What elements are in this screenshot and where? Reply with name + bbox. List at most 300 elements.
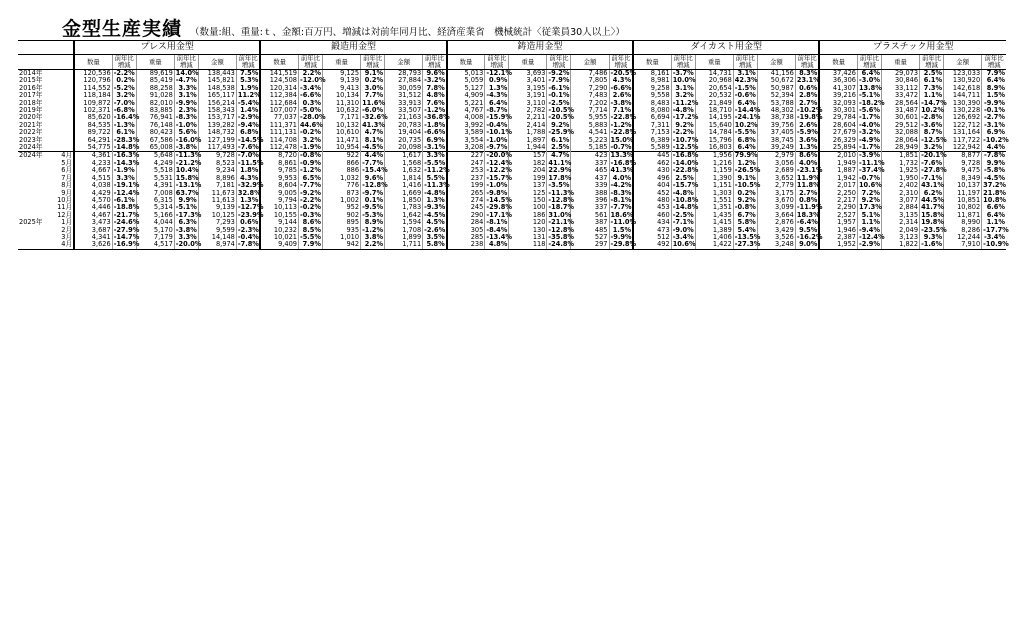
- row-year: [18, 190, 54, 197]
- value-cell: 9,409: [260, 241, 298, 249]
- yoy-cell: -1.2%: [610, 120, 632, 129]
- yoy-cell: 6.5%: [298, 175, 322, 182]
- value-cell: 437: [571, 175, 609, 182]
- value-cell: 1,416: [385, 182, 423, 189]
- value-cell: 150: [509, 197, 547, 204]
- value-cell: 1,708: [385, 227, 423, 234]
- yoy-cell: 5.6%: [174, 129, 198, 136]
- value-cell: 388: [571, 190, 609, 197]
- yoy-cell: -6.8%: [113, 106, 135, 115]
- value-cell: 7,202: [571, 100, 609, 107]
- row-year: 2016年: [19, 83, 43, 92]
- value-cell: 1,216: [695, 160, 733, 167]
- value-cell: 10,632: [322, 107, 360, 114]
- page-subtitle: （数量:組、重量:ｔ、金額:百万円、増減は対前年同月比、経済産業省 機械統計〈従業員30人以上〉）: [190, 27, 625, 38]
- yoy-cell: -18.8%: [113, 203, 140, 212]
- value-cell: 2,402: [881, 182, 919, 189]
- yoy-cell: -3.1%: [424, 143, 446, 152]
- yoy-cell: -3.8%: [610, 98, 632, 107]
- row-year: 2014年: [19, 69, 43, 77]
- yoy-cell: 9.9%: [174, 197, 198, 204]
- value-cell: 130: [509, 227, 547, 234]
- yoy-cell: -3.2%: [858, 128, 880, 137]
- row-year: 2017年: [19, 91, 43, 100]
- value-cell: 50,672: [757, 77, 795, 84]
- value-cell: 50,987: [757, 85, 795, 92]
- value-cell: 922: [322, 152, 360, 160]
- yoy-cell: 13.8%: [858, 83, 882, 92]
- yoy-cell: -11.2%: [424, 166, 450, 175]
- yoy-cell: 7.5%: [236, 70, 260, 78]
- value-cell: 4,667: [74, 167, 112, 174]
- value-cell: 153,717: [198, 114, 236, 121]
- yoy-cell: -10.8%: [672, 195, 699, 204]
- yoy-cell: -17.2%: [672, 113, 699, 122]
- yoy-cell: 5.4%: [733, 227, 757, 234]
- yoy-cell: -20.0%: [486, 151, 512, 160]
- yoy-cell: 18.3%: [796, 210, 820, 219]
- yoy-cell: -16.9%: [113, 240, 140, 249]
- yoy-cell: 7.1%: [609, 107, 633, 114]
- yoy-cell: 4.5%: [423, 219, 447, 226]
- page-title: 金型生産実績: [62, 18, 183, 40]
- yoy-cell: -13.1%: [175, 181, 202, 190]
- yoy-cell: -2.9%: [237, 113, 259, 122]
- yoy-cell: -2.8%: [921, 113, 943, 122]
- yoy-cell: 17.8%: [548, 173, 572, 182]
- value-cell: 3,670: [757, 197, 795, 204]
- value-cell: 462: [633, 160, 671, 167]
- value-cell: 37,405: [757, 129, 795, 136]
- yoy-cell: 6.2%: [920, 190, 944, 197]
- value-cell: 2,211: [509, 114, 547, 121]
- yoy-cell: -9.9%: [610, 232, 632, 241]
- value-cell: 36,306: [819, 77, 857, 84]
- yoy-cell: -3.7%: [672, 69, 694, 77]
- value-cell: 165,117: [198, 92, 236, 99]
- column-header: 数量: [819, 55, 857, 70]
- yoy-cell: -12.1%: [486, 69, 512, 77]
- value-cell: 5,589: [633, 144, 671, 152]
- value-cell: 1,850: [385, 197, 423, 204]
- yoy-cell: 3.6%: [795, 137, 819, 144]
- value-cell: 15,640: [695, 122, 733, 129]
- value-cell: 67,586: [136, 137, 174, 144]
- yoy-cell: -1.7%: [858, 143, 880, 152]
- value-cell: 91,028: [136, 92, 174, 99]
- value-cell: 2,527: [819, 212, 857, 219]
- yoy-cell: -25.9%: [548, 128, 575, 137]
- yoy-cell: -3.5%: [548, 181, 570, 190]
- yoy-cell: -3.6%: [921, 120, 943, 129]
- value-cell: 284: [447, 219, 485, 226]
- value-cell: 28,564: [881, 100, 919, 107]
- value-cell: 117,722: [944, 137, 982, 144]
- row-month: [54, 85, 74, 92]
- value-cell: 156,214: [198, 100, 236, 107]
- value-cell: 10,155: [260, 212, 298, 219]
- value-cell: 9,258: [633, 85, 671, 92]
- value-cell: 83,885: [136, 107, 174, 114]
- value-cell: 31,512: [385, 92, 423, 99]
- yoy-cell: 8.1%: [361, 137, 385, 144]
- yoy-cell: 7.9%: [298, 241, 322, 249]
- value-cell: 204: [509, 167, 547, 174]
- value-cell: 1,851: [881, 152, 919, 160]
- value-cell: 480: [633, 197, 671, 204]
- yoy-cell: 2.7%: [795, 190, 819, 197]
- value-cell: 109,872: [74, 100, 112, 107]
- row-year: [18, 167, 54, 174]
- value-cell: 54,775: [74, 144, 112, 152]
- yoy-cell: 3.2%: [920, 144, 944, 152]
- group-header: 鋳造用金型: [447, 41, 633, 55]
- value-cell: 38,738: [757, 114, 795, 121]
- yoy-cell: -32.6%: [362, 113, 388, 122]
- yoy-cell: -4.5%: [982, 175, 1006, 182]
- value-cell: 2,779: [757, 182, 795, 189]
- column-header: 前年比 増減: [609, 55, 633, 70]
- yoy-cell: -7.6%: [921, 158, 943, 167]
- value-cell: 4,233: [74, 160, 112, 167]
- value-cell: 1,632: [385, 167, 423, 174]
- value-cell: 28,949: [881, 144, 919, 152]
- yoy-cell: -5.2%: [113, 83, 135, 92]
- value-cell: 30,059: [385, 85, 423, 92]
- yoy-cell: -12.8%: [548, 195, 575, 204]
- yoy-cell: 4.3%: [609, 77, 633, 84]
- column-header-row: [18, 55, 1006, 70]
- yoy-cell: -16.3%: [113, 151, 140, 160]
- column-header: 金額: [571, 55, 609, 70]
- yoy-cell: -2.2%: [672, 128, 694, 137]
- yoy-cell: 5.8%: [733, 219, 757, 226]
- value-cell: 866: [322, 160, 360, 167]
- yoy-cell: -32.9%: [237, 181, 264, 190]
- value-cell: 14,731: [695, 70, 733, 78]
- value-cell: 1,568: [385, 160, 423, 167]
- yoy-cell: 6.1%: [112, 129, 136, 136]
- value-cell: 112,684: [260, 100, 298, 107]
- column-header: 重量: [509, 55, 547, 70]
- yoy-cell: 0.6%: [236, 219, 260, 226]
- yoy-cell: -10.5%: [734, 181, 761, 190]
- group-header: ダイカスト用金型: [633, 41, 819, 55]
- yoy-cell: -5.4%: [237, 98, 259, 107]
- value-cell: 139,282: [198, 122, 236, 129]
- yoy-cell: 6.1%: [920, 77, 944, 84]
- row-month: 6月: [61, 166, 73, 175]
- yoy-cell: 9.2%: [733, 197, 757, 204]
- row-month: [54, 114, 74, 121]
- row-year: [18, 227, 54, 234]
- yoy-cell: 3.5%: [423, 234, 447, 241]
- value-cell: 39,756: [757, 122, 795, 129]
- value-cell: 8,861: [260, 160, 298, 167]
- yoy-cell: -21.2%: [175, 158, 202, 167]
- yoy-cell: 4.3%: [236, 175, 260, 182]
- yoy-cell: -2.6%: [424, 225, 446, 234]
- value-cell: 158,343: [198, 107, 236, 114]
- yoy-cell: 1.1%: [982, 219, 1006, 226]
- yoy-cell: -2.2%: [113, 69, 135, 77]
- value-cell: 9,125: [322, 70, 360, 78]
- yoy-cell: -12.5%: [672, 143, 699, 152]
- yoy-cell: -24.8%: [548, 240, 575, 249]
- value-cell: 27,679: [819, 129, 857, 136]
- yoy-cell: -14.7%: [921, 98, 947, 107]
- group-header: 鍛造用金型: [260, 41, 446, 55]
- yoy-cell: 0.3%: [298, 100, 322, 107]
- yoy-cell: -4.0%: [858, 120, 880, 129]
- value-cell: 873: [322, 190, 360, 197]
- value-cell: 120: [509, 219, 547, 226]
- yoy-cell: -0.8%: [299, 151, 321, 160]
- value-cell: 186: [509, 212, 547, 219]
- yoy-cell: -5.1%: [858, 91, 880, 100]
- yoy-cell: -5.8%: [982, 167, 1006, 174]
- value-cell: 14,784: [695, 129, 733, 136]
- yoy-cell: 31.0%: [548, 210, 572, 219]
- value-cell: 122,942: [944, 144, 982, 152]
- value-cell: 29,073: [881, 70, 919, 78]
- column-header: 重量: [695, 55, 733, 70]
- yoy-cell: 6.9%: [982, 129, 1006, 136]
- value-cell: 512: [633, 234, 671, 241]
- yoy-cell: -22.8%: [610, 128, 637, 137]
- yoy-cell: 1.4%: [236, 107, 260, 114]
- yoy-cell: 9.1%: [361, 70, 385, 78]
- yoy-cell: -24.1%: [734, 113, 761, 122]
- value-cell: 120,314: [260, 85, 298, 92]
- yoy-cell: 2.5%: [547, 144, 571, 152]
- value-cell: 4,909: [447, 92, 485, 99]
- value-cell: 33,913: [385, 100, 423, 107]
- value-cell: 28,604: [819, 122, 857, 129]
- yoy-cell: 4.4%: [361, 152, 385, 160]
- yoy-cell: -6.4%: [796, 218, 818, 227]
- value-cell: 82,010: [136, 100, 174, 107]
- yoy-cell: -36.8%: [424, 113, 450, 122]
- yoy-cell: -5.1%: [175, 203, 197, 212]
- value-cell: 1,950: [881, 175, 919, 182]
- yoy-cell: -1.9%: [113, 166, 135, 175]
- yoy-cell: -1.9%: [299, 143, 321, 152]
- yoy-cell: -11.3%: [175, 151, 202, 160]
- value-cell: 1,406: [695, 234, 733, 241]
- column-header: 数量: [447, 55, 485, 70]
- value-cell: 7,486: [571, 70, 609, 78]
- yoy-cell: 9.3%: [920, 234, 944, 241]
- yoy-cell: 4.7%: [547, 152, 571, 160]
- yoy-cell: -2.5%: [672, 210, 694, 219]
- row-year: 2024年: [19, 143, 43, 152]
- yoy-cell: -9.9%: [175, 98, 197, 107]
- value-cell: 3,056: [757, 160, 795, 167]
- value-cell: 3,554: [447, 137, 485, 144]
- value-cell: 1,617: [385, 152, 423, 160]
- value-cell: 11,613: [198, 197, 236, 204]
- value-cell: 227: [447, 152, 485, 160]
- value-cell: 131,164: [944, 129, 982, 136]
- value-cell: 285: [447, 234, 485, 241]
- yoy-cell: -8.1%: [610, 195, 632, 204]
- yoy-cell: -14.0%: [672, 158, 699, 167]
- value-cell: 4,361: [74, 152, 112, 160]
- value-cell: 53,788: [757, 100, 795, 107]
- row-month: 8月: [61, 181, 73, 190]
- yoy-cell: -11.9%: [796, 203, 823, 212]
- value-cell: 496: [633, 175, 671, 182]
- value-cell: 126,692: [944, 114, 982, 121]
- yoy-cell: -9.7%: [362, 188, 384, 197]
- yoy-cell: -28.3%: [113, 135, 140, 144]
- yoy-cell: -9.4%: [237, 120, 259, 129]
- yoy-cell: -17.7%: [983, 225, 1009, 234]
- value-cell: 77,037: [260, 114, 298, 121]
- value-cell: 3,191: [509, 92, 547, 99]
- yoy-cell: -1.5%: [734, 83, 756, 92]
- value-cell: 117,493: [198, 144, 236, 152]
- value-cell: 1,711: [385, 241, 423, 249]
- row-year: 2015年: [19, 76, 43, 85]
- value-cell: 31,487: [881, 107, 919, 114]
- yoy-cell: -19.8%: [796, 113, 823, 122]
- yoy-cell: -23.9%: [237, 210, 264, 219]
- value-cell: 5,170: [136, 227, 174, 234]
- yoy-cell: -14.8%: [113, 143, 140, 152]
- yoy-cell: -28.0%: [299, 113, 326, 122]
- yoy-cell: -9.2%: [299, 188, 321, 197]
- yoy-cell: -2.9%: [858, 240, 880, 249]
- value-cell: 118,184: [74, 92, 112, 99]
- yoy-cell: 2.2%: [361, 241, 385, 249]
- yoy-cell: -8.3%: [610, 188, 632, 197]
- yoy-cell: 6.4%: [982, 212, 1006, 219]
- value-cell: 137: [509, 182, 547, 189]
- value-cell: 4,044: [136, 219, 174, 226]
- yoy-cell: 9.2%: [671, 122, 695, 129]
- value-cell: 1,415: [695, 219, 733, 226]
- column-header: 数量: [633, 55, 671, 70]
- yoy-cell: -0.4%: [486, 120, 508, 129]
- value-cell: 4,767: [447, 107, 485, 114]
- value-cell: 7,805: [571, 77, 609, 84]
- value-cell: 9,785: [260, 167, 298, 174]
- value-cell: 199: [509, 175, 547, 182]
- value-cell: 942: [322, 241, 360, 249]
- yoy-cell: -0.6%: [734, 91, 756, 100]
- yoy-cell: -23.1%: [796, 166, 823, 175]
- yoy-cell: -12.2%: [486, 166, 512, 175]
- yoy-cell: 10.8%: [983, 195, 1007, 204]
- row-year: 2024年: [18, 152, 54, 160]
- yoy-cell: -1.0%: [486, 135, 508, 144]
- yoy-cell: -8.1%: [486, 218, 508, 227]
- value-cell: 3,195: [509, 85, 547, 92]
- yoy-cell: 18.6%: [610, 210, 634, 219]
- yoy-cell: 7.7%: [361, 92, 385, 99]
- value-cell: 131: [509, 234, 547, 241]
- value-cell: 29,784: [819, 114, 857, 121]
- value-cell: 5,166: [136, 212, 174, 219]
- yoy-cell: 3.2%: [112, 92, 136, 99]
- value-cell: 29,512: [881, 122, 919, 129]
- yoy-cell: 2.6%: [795, 122, 819, 129]
- value-cell: 8,896: [198, 175, 236, 182]
- value-cell: 2,414: [509, 122, 547, 129]
- row-month: 4月: [54, 152, 74, 160]
- yoy-cell: -1.7%: [858, 113, 880, 122]
- yoy-cell: -0.4%: [237, 232, 259, 241]
- yoy-cell: -9.0%: [672, 225, 694, 234]
- value-cell: 776: [322, 182, 360, 189]
- value-cell: 8,604: [260, 182, 298, 189]
- value-cell: 4,008: [447, 114, 485, 121]
- row-year: 2023年: [19, 135, 43, 144]
- value-cell: 9,794: [260, 197, 298, 204]
- yoy-cell: 79.9%: [734, 151, 758, 160]
- yoy-cell: -11.3%: [424, 181, 450, 190]
- value-cell: 1,899: [385, 234, 423, 241]
- row-month: 11月: [57, 203, 73, 212]
- yoy-cell: -0.2%: [299, 128, 321, 137]
- value-cell: 2,017: [819, 182, 857, 189]
- value-cell: 142,618: [944, 85, 982, 92]
- value-cell: 1,887: [819, 167, 857, 174]
- yoy-cell: 7.3%: [920, 85, 944, 92]
- yoy-cell: -16.8%: [672, 151, 699, 160]
- value-cell: 1,435: [695, 212, 733, 219]
- yoy-cell: 15.8%: [921, 210, 944, 219]
- column-header: 前年比 増減: [423, 55, 447, 70]
- yoy-cell: -21.7%: [113, 210, 140, 219]
- row-month: [54, 107, 74, 114]
- yoy-cell: -6.6%: [299, 91, 321, 100]
- value-cell: 3,175: [757, 190, 795, 197]
- yoy-cell: 1.2%: [733, 160, 757, 167]
- yoy-cell: 5.5%: [423, 175, 447, 182]
- yoy-cell: -18.2%: [858, 98, 885, 107]
- corner-cell: [18, 41, 74, 55]
- value-cell: 20,654: [695, 85, 733, 92]
- yoy-cell: -17.3%: [175, 210, 202, 219]
- yoy-cell: 6.6%: [982, 204, 1006, 211]
- yoy-cell: -37.4%: [858, 166, 885, 175]
- value-cell: 3,687: [74, 227, 112, 234]
- yoy-cell: -8.3%: [175, 113, 197, 122]
- yoy-cell: 8.6%: [298, 219, 322, 226]
- yoy-cell: 1.3%: [485, 85, 509, 92]
- value-cell: 4,467: [74, 212, 112, 219]
- yoy-cell: -11.2%: [672, 98, 699, 107]
- yoy-cell: 15.0%: [610, 135, 634, 144]
- yoy-cell: 9.6%: [423, 70, 447, 78]
- yoy-cell: 3.8%: [361, 234, 385, 241]
- yoy-cell: -7.7%: [362, 158, 384, 167]
- yoy-cell: 2.5%: [920, 70, 944, 78]
- value-cell: 8,483: [633, 100, 671, 107]
- value-cell: 85,419: [136, 77, 174, 84]
- column-header: 前年比 増減: [174, 55, 198, 70]
- value-cell: 434: [633, 219, 671, 226]
- yoy-cell: -3.8%: [175, 143, 197, 152]
- yoy-cell: 0.1%: [361, 197, 385, 204]
- value-cell: 4,515: [74, 175, 112, 182]
- value-cell: 3,664: [757, 212, 795, 219]
- value-cell: 120,536: [74, 70, 112, 78]
- row-month: 12月: [57, 210, 73, 219]
